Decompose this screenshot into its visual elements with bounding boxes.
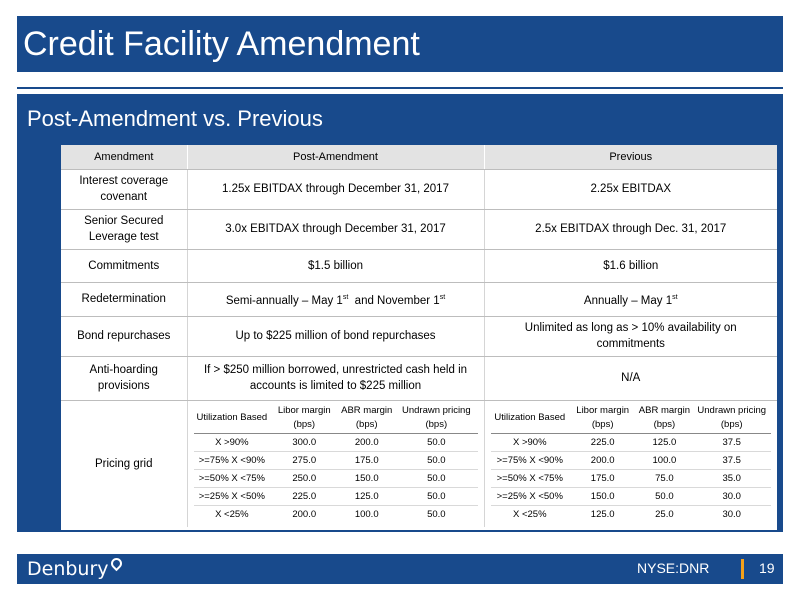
pricing-grid-row — [491, 434, 772, 452]
row-label: Redetermination — [61, 282, 187, 316]
page-number: 19 — [759, 560, 775, 576]
grid-cell: 100.0 — [354, 509, 379, 521]
grid-cell: 200.0 — [292, 509, 317, 521]
table-header-row — [61, 145, 777, 169]
grid-cell: >=50% X <75% — [491, 470, 570, 488]
footer-separator — [741, 559, 744, 579]
grid-cell: 125.0 — [590, 509, 615, 521]
post-amendment-cell: $1.5 billion — [187, 249, 484, 282]
grid-cell: 150.0 — [569, 488, 636, 506]
grid-cell: 37.5 — [692, 452, 771, 470]
post-amendment-cell: If > $250 million borrowed, unrestricted cash held in accounts is limited to $225 million — [187, 356, 484, 400]
grid-cell: X <25% — [215, 509, 249, 521]
post-amendment-cell: Up to $225 million of bond repurchases — [187, 316, 484, 356]
grid-header-libor: Libor margin (bps) — [270, 404, 338, 434]
grid-header-abr: ABR margin (bps) — [338, 404, 395, 434]
pricing-grid-row — [194, 434, 478, 452]
previous-cell: 2.25x EBITDAX — [484, 169, 777, 209]
previous-pricing-grid — [491, 404, 772, 523]
grid-cell: 175.0 — [569, 470, 636, 488]
grid-cell: 50.0 — [395, 488, 477, 506]
row-label: Commitments — [61, 249, 187, 282]
row-label: Senior Secured Leverage test — [61, 209, 187, 249]
grid-cell: 300.0 — [270, 434, 338, 452]
grid-cell: 50.0 — [427, 509, 446, 521]
grid-cell: 175.0 — [338, 452, 395, 470]
comparison-table-container — [61, 145, 777, 530]
section-title: Post-Amendment vs. Previous — [27, 106, 323, 131]
denbury-logo — [27, 558, 122, 580]
previous-cell: Unlimited as long as > 10% availability on commitments — [484, 316, 777, 356]
grid-cell: X >90% — [491, 434, 570, 452]
grid-cell: 225.0 — [270, 488, 338, 506]
table-row — [61, 356, 777, 400]
grid-cell: 125.0 — [338, 488, 395, 506]
footer-bar — [17, 554, 783, 584]
grid-cell: 75.0 — [636, 470, 692, 488]
post-amendment-pricing-grid — [194, 404, 478, 523]
grid-cell: 200.0 — [569, 452, 636, 470]
table-row — [61, 249, 777, 282]
grid-header-abr: ABR margin (bps) — [636, 404, 692, 434]
header-post-amendment: Post-Amendment — [187, 145, 484, 169]
grid-cell: >=25% X <50% — [491, 488, 570, 506]
ordinal-suffix: st — [672, 293, 678, 301]
post-amendment-cell: 1.25x EBITDAX through December 31, 2017 — [187, 169, 484, 209]
pricing-grid-row — [491, 470, 772, 488]
row-label: Interest coverage covenant — [61, 169, 187, 209]
pricing-grid-row — [491, 488, 772, 506]
grid-cell: 200.0 — [338, 434, 395, 452]
previous-cell: $1.6 billion — [484, 249, 777, 282]
post-amendment-pricing-cell — [187, 400, 484, 527]
grid-cell: 275.0 — [270, 452, 338, 470]
pricing-grid-row — [491, 452, 772, 470]
grid-cell: >=75% X <90% — [491, 452, 570, 470]
ordinal-suffix: st — [342, 293, 349, 301]
post-amendment-cell — [187, 282, 484, 316]
slide-title: Credit Facility Amendment — [17, 16, 783, 72]
table-row — [61, 169, 777, 209]
post-amendment-cell: 3.0x EBITDAX through December 31, 2017 — [187, 209, 484, 249]
row-label: Pricing grid — [61, 400, 187, 527]
pricing-grid-row — [194, 506, 478, 524]
comparison-table — [61, 145, 777, 527]
table-row-pricing-grid — [61, 400, 777, 527]
table-row — [61, 209, 777, 249]
grid-cell: 125.0 — [636, 434, 692, 452]
header-amendment: Amendment — [61, 145, 187, 169]
grid-cell: 37.5 — [692, 434, 771, 452]
grid-cell: 50.0 — [636, 488, 692, 506]
grid-header-undrawn: Undrawn pricing (bps) — [692, 404, 771, 434]
grid-header-utilization: Utilization Based — [491, 404, 570, 434]
redetermination-post-b: and November 1 — [348, 294, 440, 307]
grid-cell: 100.0 — [636, 452, 692, 470]
grid-cell: 30.0 — [692, 488, 771, 506]
grid-cell: 150.0 — [338, 470, 395, 488]
grid-cell: 25.0 — [655, 509, 674, 521]
logo-text: Denbury — [27, 558, 109, 580]
grid-cell: 250.0 — [270, 470, 338, 488]
row-label: Bond repurchases — [61, 316, 187, 356]
grid-cell: >=75% X <90% — [194, 452, 271, 470]
grid-cell: 50.0 — [395, 470, 477, 488]
grid-cell: X >90% — [194, 434, 271, 452]
pricing-grid-row — [491, 506, 772, 524]
table-row — [61, 282, 777, 316]
grid-header-utilization: Utilization Based — [194, 404, 271, 434]
previous-pricing-cell — [484, 400, 777, 527]
title-divider — [17, 87, 783, 89]
header-previous: Previous — [484, 145, 777, 169]
grid-cell: 50.0 — [395, 452, 477, 470]
previous-cell: 2.5x EBITDAX through Dec. 31, 2017 — [484, 209, 777, 249]
table-row — [61, 316, 777, 356]
previous-cell — [484, 282, 777, 316]
droplet-icon — [108, 556, 124, 572]
pricing-grid-header — [491, 404, 772, 434]
grid-cell: X <25% — [512, 509, 547, 521]
redetermination-post-a: Semi-annually – May 1 — [225, 294, 343, 307]
grid-cell: 225.0 — [569, 434, 636, 452]
grid-cell: >=25% X <50% — [194, 488, 271, 506]
previous-cell: N/A — [484, 356, 777, 400]
row-label: Anti-hoarding provisions — [61, 356, 187, 400]
grid-header-undrawn: Undrawn pricing (bps) — [395, 404, 477, 434]
pricing-grid-header — [194, 404, 478, 434]
ordinal-suffix: st — [439, 293, 446, 301]
pricing-grid-row — [194, 488, 478, 506]
grid-cell: 30.0 — [722, 509, 741, 521]
pricing-grid-row — [194, 470, 478, 488]
ticker-symbol: NYSE:DNR — [637, 560, 710, 576]
grid-cell: >=50% X <75% — [194, 470, 271, 488]
grid-header-libor: Libor margin (bps) — [569, 404, 636, 434]
grid-cell: 50.0 — [395, 434, 477, 452]
pricing-grid-row — [194, 452, 478, 470]
grid-cell: 35.0 — [692, 470, 771, 488]
redetermination-prev: Annually – May 1 — [583, 294, 673, 307]
